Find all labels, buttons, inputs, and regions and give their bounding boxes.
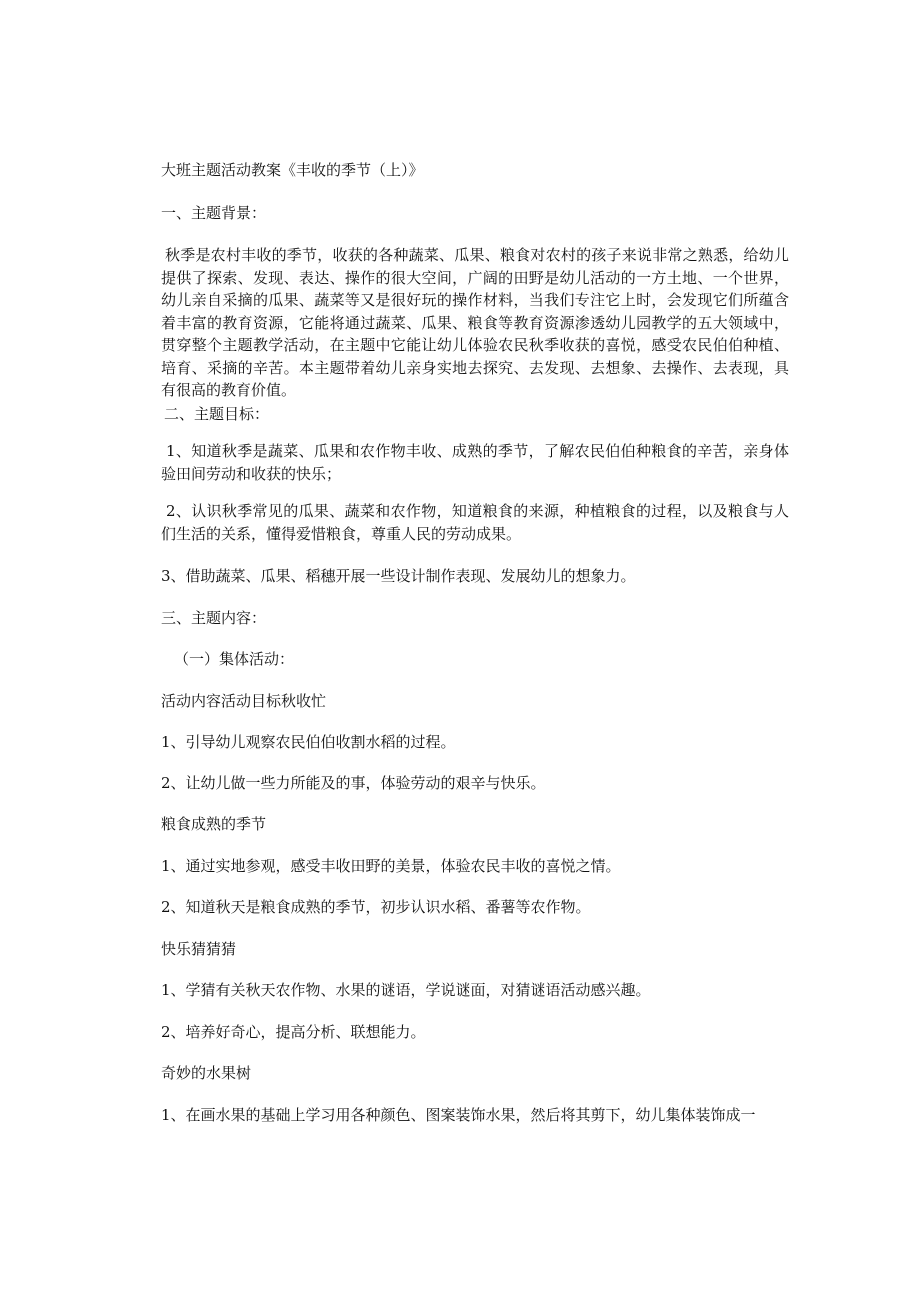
activity-title-autumn-harvest: 活动内容活动目标秋收忙	[161, 692, 327, 710]
activity-title-fruit-tree: 奇妙的水果树	[161, 1064, 252, 1082]
activity-goal-item: 1、引导幼儿观察农民伯伯收割水稻的过程。	[161, 733, 456, 751]
activity-goal-item: 1、在画水果的基础上学习用各种颜色、图案装饰水果，然后将其剪下，幼儿集体装饰成一	[161, 1106, 756, 1124]
activity-goal-item: 1、学猜有关秋天农作物、水果的谜语，学说谜面，对猜谜语活动感兴趣。	[161, 981, 651, 999]
activity-title-grain-season: 粮食成熟的季节	[161, 815, 267, 833]
document-title: 大班主题活动教案《丰收的季节（上）》	[161, 161, 424, 179]
activity-goal-item: 1、通过实地参观，感受丰收田野的美景，体验农民丰收的喜悦之情。	[161, 857, 621, 875]
goal-item-2: 2、认识秋季常见的瓜果、蔬菜和农作物，知道粮食的来源，种植粮食的过程，以及粮食与人们生活的关系，懂得爱惜粮食，尊重人民的劳动成果。	[161, 502, 789, 543]
section-heading-goals: 二、主题目标：	[164, 405, 270, 423]
section-heading-background: 一、主题背景：	[161, 204, 267, 222]
goal-item-3: 3、借助蔬菜、瓜果、稻穗开展一些设计制作表现、发展幼儿的想象力。	[161, 567, 636, 585]
activity-goal-item: 2、培养好奇心，提高分析、联想能力。	[161, 1023, 426, 1041]
section-heading-content: 三、主题内容：	[161, 609, 267, 627]
activity-title-riddles: 快乐猜猜猜	[161, 940, 237, 958]
subsection-heading-group-activities: （一）集体活动：	[174, 650, 295, 668]
activity-goal-item: 2、知道秋天是粮食成熟的季节，初步认识水稻、番薯等农作物。	[161, 898, 591, 916]
goal-item-1: 1、知道秋季是蔬菜、瓜果和农作物丰收、成熟的季节，了解农民伯伯种粮食的辛苦，亲身体验田间劳动和收获的快乐；	[161, 442, 789, 483]
background-paragraph: 秋季是农村丰收的季节，收获的各种蔬菜、瓜果、粮食对农村的孩子来说非常之熟悉，给幼儿提供了探索、发现、表达、操作的很大空间，广阔的田野是幼儿活动的一方土地、一个世界，幼儿亲自采摘的瓜果、蔬菜等又是很好玩的操作材料，当我们专注它上时，会发现它们所蕴含着丰富的教育资源，它能将通过蔬菜、瓜果、粮食等教育资源渗透幼儿园教学的五大领域中，贯穿整个主题教学活动，在主题中它能让幼儿体验农民秋季收获的喜悦，感受农民伯伯种植、培育、采摘的辛苦。本主题带着幼儿亲身实地去探究、去发现、去想象、去操作、去表现，具有很高的教育价值。	[161, 246, 789, 399]
activity-goal-item: 2、让幼儿做一些力所能及的事，体验劳动的艰辛与快乐。	[161, 774, 546, 792]
